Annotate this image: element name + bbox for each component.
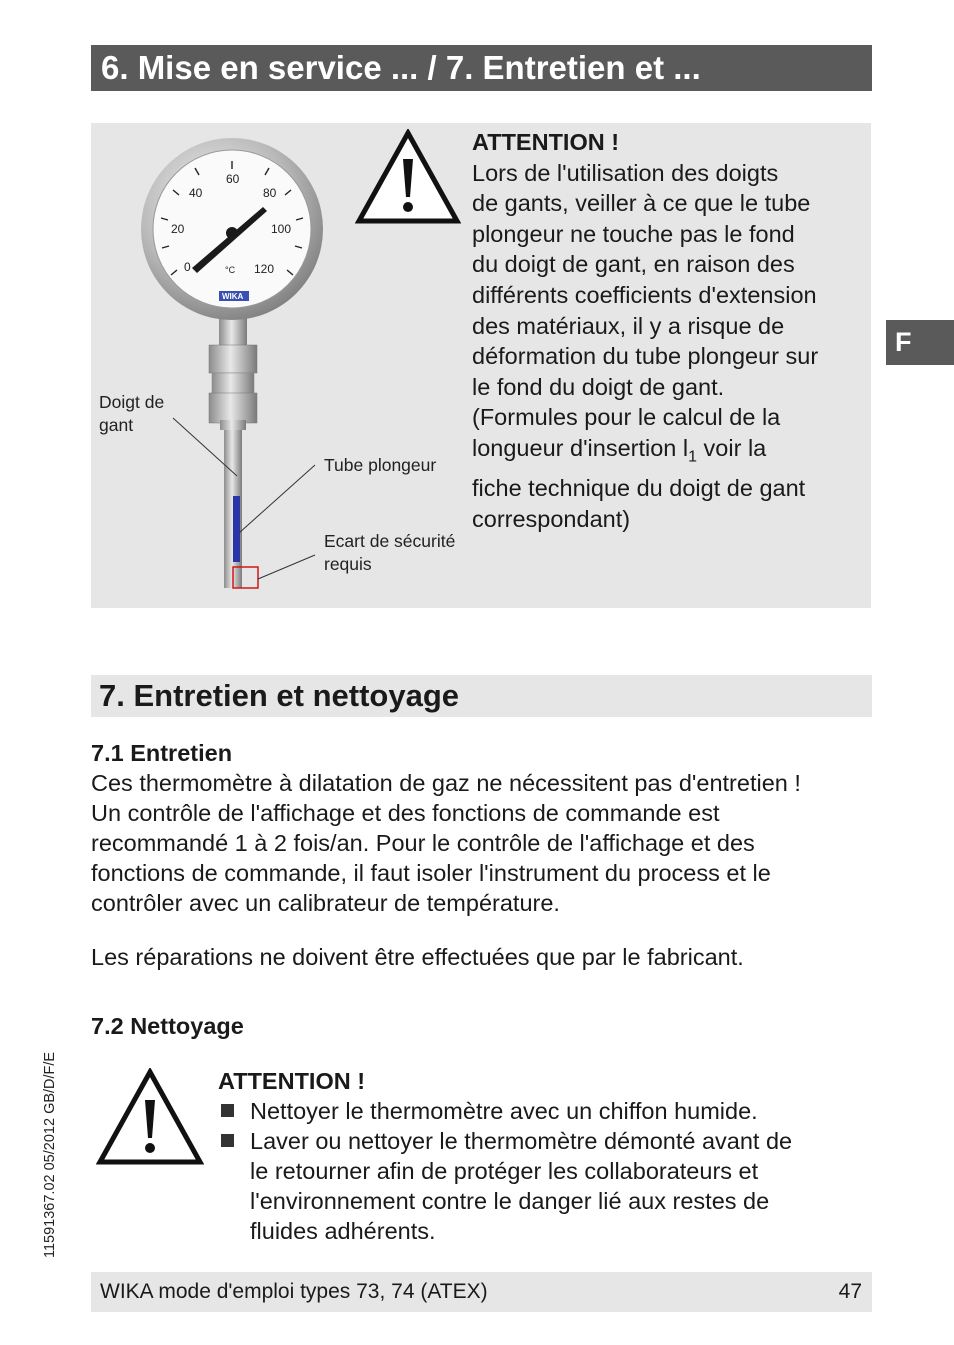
dial-number: 100 — [271, 222, 292, 236]
page-number: 47 — [838, 1280, 862, 1303]
dial-number: 120 — [254, 262, 275, 276]
label-tube-plongeur: Tube plongeur — [324, 455, 437, 475]
label-doigt-de-gant: Doigt de gant — [99, 392, 165, 435]
dial-number: 80 — [263, 186, 277, 200]
bullet-item: Laver ou nettoyer le thermomètre démonté avant de le retourner afin de protéger les collaborateurs et l'environnement contre le danger lié aux restes de fluides adhérents. — [218, 1126, 858, 1246]
attention-line: longueur d'insertion $l_1$ voir la — [472, 434, 767, 466]
language-tab-label: F — [895, 327, 912, 357]
attention-line: correspondant) — [472, 505, 631, 532]
attention-line: du doigt de gant, en raison des — [472, 251, 795, 278]
attention-line: déformation du tube plongeur sur — [472, 343, 819, 370]
figure-panel — [91, 123, 871, 608]
section-header-bar — [91, 45, 872, 91]
attention-title: ATTENTION ! — [472, 129, 620, 155]
attention-title: ATTENTION ! — [218, 1068, 366, 1094]
attention-line: (Formules pour le calcul de la — [472, 404, 781, 431]
attention-line: différents coefficients d'extension — [472, 281, 817, 308]
dial-number: 40 — [189, 186, 203, 200]
attention-block-top — [472, 127, 867, 534]
label-ecart-securite: Ecart de sécurité requis — [324, 531, 456, 574]
bullet-item: Nettoyer le thermomètre avec un chiffon humide. — [218, 1096, 858, 1126]
attention-line: plongeur ne touche pas le fond — [472, 220, 795, 247]
paragraph-reparations: Les réparations ne doivent être effectuées que par le fabricant. — [91, 944, 744, 970]
section-7-bar — [91, 675, 872, 717]
language-tab-f — [886, 320, 954, 365]
attention-block-nettoyage — [218, 1066, 858, 1246]
attention-line: des matériaux, il y a risque de — [472, 312, 785, 339]
dial-brand: WIKA — [222, 292, 244, 301]
dial-number: 60 — [226, 172, 240, 186]
attention-line: de gants, veiller à ce que le tube — [472, 190, 811, 217]
warning-icon — [355, 129, 461, 225]
paragraph-entretien: Ces thermomètre à dilatation de gaz ne nécessitent pas d'entretien ! Un contrôle de l'affichage et des fonctions de commande est recommandé 1 à 2 fois/an. Pour le contrôle de l'affichage et des fonctions de commande, il faut isoler l'instrument du process et le contrôler avec un calibrateur de température. — [91, 770, 801, 916]
subsection-7-2-title: 7.2 Nettoyage — [91, 1013, 244, 1039]
attention-line: Lors de l'utilisation des doigts — [472, 159, 779, 186]
attention-line: fiche technique du doigt de gant — [472, 475, 806, 502]
bullet-square-icon — [221, 1134, 234, 1147]
page-title: 6. Mise en service ... / 7. Entretien et ... — [101, 49, 701, 86]
footer-bar — [91, 1272, 872, 1312]
bullet-square-icon — [221, 1104, 234, 1117]
dial-number: 20 — [171, 222, 185, 236]
attention-line: le fond du doigt de gant. — [472, 373, 725, 400]
warning-icon — [96, 1068, 204, 1166]
subsection-7-1-title: 7.1 Entretien — [91, 740, 233, 766]
dial-number: 0 — [184, 260, 191, 274]
section-7-title: 7. Entretien et nettoyage — [99, 678, 460, 713]
document-code: 11591367.02 05/2012 GB/D/F/E — [42, 1051, 58, 1258]
dial-unit: °C — [225, 265, 236, 275]
footer-doc-title: WIKA mode d'emploi types 73, 74 (ATEX) — [100, 1280, 488, 1303]
